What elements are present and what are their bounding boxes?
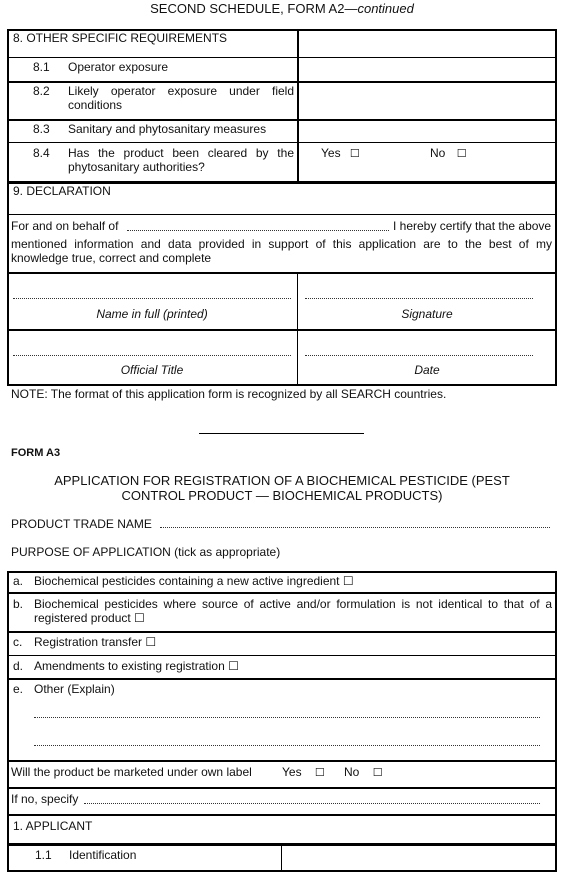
yes-option[interactable] <box>321 146 360 161</box>
own-label-no[interactable] <box>344 765 383 780</box>
option-b-text-line2[interactable]: registered product ☐ <box>34 611 145 625</box>
row-8-1-num: 8.1 <box>33 60 50 74</box>
section-separator <box>199 433 364 434</box>
own-label-question: Will the product be marketed under own label <box>11 765 252 779</box>
name-field[interactable] <box>13 298 291 299</box>
section9-title: 9. DECLARATION <box>13 184 111 198</box>
other-explain-field-1[interactable] <box>34 717 540 718</box>
row-8-4-label-line1: Has the product been cleared by the <box>68 146 294 160</box>
row-line <box>7 272 557 274</box>
form-a3-label: FORM A3 <box>11 447 61 459</box>
date-label: Date <box>414 363 440 377</box>
applicant-title: 1. APPLICANT <box>13 819 93 833</box>
name-label: Name in full (printed) <box>96 307 208 321</box>
row-line <box>7 760 557 762</box>
row-line <box>7 592 557 594</box>
own-yes-label: Yes <box>282 765 302 779</box>
own-label-yes[interactable] <box>282 765 325 780</box>
row-8-3-num: 8.3 <box>33 122 50 136</box>
own-no-label: No <box>344 765 360 779</box>
no-label: No <box>430 146 446 160</box>
declaration-line1-a: For and on behalf of <box>11 219 119 233</box>
no-checkbox[interactable]: ☐ <box>456 147 467 160</box>
own-yes-checkbox[interactable]: ☐ <box>314 766 325 779</box>
section8-title: 8. OTHER SPECIFIC REQUIREMENTS <box>13 31 228 45</box>
option-e-letter: e. <box>13 682 24 696</box>
on-behalf-of-field[interactable] <box>127 230 389 231</box>
row-8-3-label: Sanitary and phytosanitary measures <box>68 122 267 136</box>
row-line <box>7 142 557 143</box>
form-a3-title-line1: APPLICATION FOR REGISTRATION OF A BIOCHEMICAL PESTICIDE (PEST <box>54 473 510 488</box>
option-e-text: Other (Explain) <box>34 682 115 696</box>
page-header <box>0 1 564 16</box>
row-line <box>7 57 557 58</box>
row-line <box>7 787 557 789</box>
date-field[interactable] <box>305 355 533 356</box>
yes-checkbox[interactable]: ☐ <box>349 147 360 160</box>
option-a-text[interactable]: Biochemical pesticides containing a new active ingredient ☐ <box>34 574 354 588</box>
option-b-text-line1[interactable]: Biochemical pesticides where source of active and/or formulation is not identical to that of a <box>34 597 552 611</box>
option-a[interactable] <box>13 574 23 588</box>
official-title-field[interactable] <box>13 355 291 356</box>
note-text: NOTE: The format of this application form is recognized by all SEARCH countries. <box>11 387 447 401</box>
no-option[interactable] <box>430 146 467 161</box>
signature-field[interactable] <box>305 298 533 299</box>
row-line <box>7 81 557 83</box>
row-8-4-num: 8.4 <box>33 146 50 160</box>
trade-name-field[interactable] <box>160 527 550 528</box>
row-line <box>7 655 557 656</box>
row-line <box>7 119 557 121</box>
option-b-letter: b. <box>13 597 24 611</box>
form-a3-title-line2: CONTROL PRODUCT — BIOCHEMICAL PRODUCTS) <box>121 488 443 503</box>
if-no-specify-field[interactable] <box>84 803 540 804</box>
declaration-line1-b: I hereby certify that the above <box>393 219 552 233</box>
declaration-line3: knowledge true, correct and complete <box>11 251 212 265</box>
trade-name-label: PRODUCT TRADE NAME <box>11 517 152 531</box>
signature-label: Signature <box>401 307 453 321</box>
if-no-label: If no, specify <box>11 792 79 806</box>
row-line <box>7 814 557 816</box>
option-c-letter: c. <box>13 635 23 649</box>
yes-label: Yes <box>321 146 341 160</box>
header-title: SECOND SCHEDULE, FORM A2 <box>150 1 345 16</box>
row-line <box>7 631 557 633</box>
row-8-4-label-line2: phytosanitary authorities? <box>68 160 205 174</box>
row-8-2-label-line2: conditions <box>68 98 123 112</box>
option-a-letter: a. <box>13 574 24 588</box>
official-title-label: Official Title <box>120 363 184 377</box>
declaration-line2: mentioned information and data provided in support of this application are to the best of my <box>11 237 552 251</box>
purpose-label: PURPOSE OF APPLICATION (tick as appropriate) <box>11 545 281 559</box>
own-no-checkbox[interactable]: ☐ <box>372 766 383 779</box>
identification-divider <box>281 844 282 872</box>
row-line <box>7 678 557 680</box>
row-line <box>7 214 557 215</box>
option-d-text[interactable]: Amendments to existing registration ☐ <box>34 659 239 673</box>
section8-divider <box>297 29 299 183</box>
other-explain-field-2[interactable] <box>34 745 540 746</box>
row-8-2-label-line1: Likely operator exposure under field <box>68 84 294 98</box>
option-d-letter: d. <box>13 659 24 673</box>
identification-num: 1.1 <box>35 848 52 862</box>
row-8-1-label: Operator exposure <box>68 60 169 74</box>
row-8-2-num: 8.2 <box>33 84 50 98</box>
identification-label: Identification <box>69 848 137 862</box>
header-continued: —continued <box>344 1 414 16</box>
option-c-text[interactable]: Registration transfer ☐ <box>34 635 157 649</box>
row-line <box>7 329 557 331</box>
